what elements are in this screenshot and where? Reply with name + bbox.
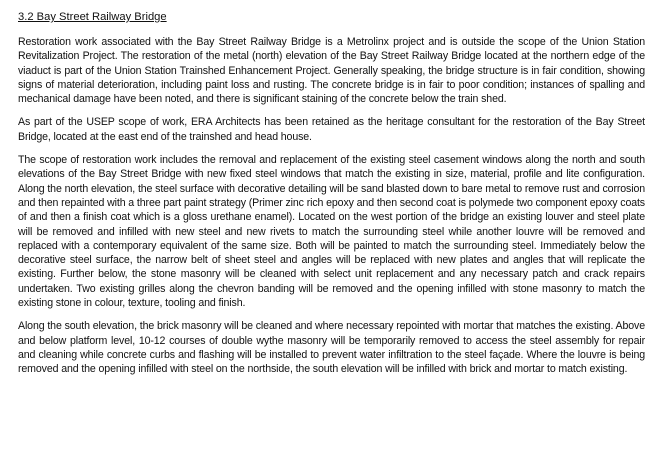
section-heading: 3.2 Bay Street Railway Bridge [18, 11, 167, 23]
paragraph-south-elevation: Along the south elevation, the brick masonry will be cleaned and where necessary repointed with mortar that matches the existing. Above and below platform level, 10-12 courses of double wythe masonry will be temporarily removed to access the steel assembly for repair and cleaning while concrete curbs and flashing will be installed to prevent water infiltration to the steel façade. Where the louvre is being removed and the opening infilled with steel on the northside, the south elevation will be infilled with brick and mortar to match existing. [18, 320, 645, 376]
paragraph-consultant: As part of the USEP scope of work, ERA Architects has been retained as the heritage consultant for the restoration of the Bay Street Bridge, located at the east end of the trainshed and head house. [18, 116, 645, 143]
paragraph-overview: Restoration work associated with the Bay Street Railway Bridge is a Metrolinx project and is outside the scope of the Union Station Revitalization Project. The restoration of the metal (north) elevation of the Bay Street Railway Bridge located at the northern edge of the viaduct is part of the Union Station Trainshed Enhancement Project. Generally speaking, the bridge structure is in fair condition, showing signs of material deterioration, including paint loss and rusting. The concrete bridge is in fair to poor condition; instances of spalling and mechanical damage have been noted, and there is significant staining of the concrete below the train shed. [18, 36, 645, 106]
paragraph-scope: The scope of restoration work includes the removal and replacement of the existing steel casement windows along the north and south elevations of the Bay Street Bridge with new fixed steel windows that match the existing in size, material, profile and lite configuration. Along the north elevation, the steel surface with decorative detailing will be sand blasted down to bare metal to remove rust and corrosion and then repainted with a three part paint strategy (Primer zinc rich epoxy and then second coat is polymede two component epoxy coats of and then a finish coat which is a gloss urethane enamel). Located on the west portion of the bridge an existing louver and steel plate will be removed and infilled with new steel and new rivets to match the surrounding steel while another louvre will be removed and replaced with a contemporary equivalent of the same size. Both will be painted to match the surrounding steel. Immediately below the decorative steel surface, the narrow belt of sheet steel and angles will be replaced with new plates and angles that will replicate the existing. Further below, the stone masonry will be cleaned with select unit replacement and any necessary patch and crack repairs undertaken. Two existing grilles along the chevron banding will be removed and the opening infilled with stone masonry to match the existing stone in colour, texture, tooling and finish. [18, 154, 645, 310]
